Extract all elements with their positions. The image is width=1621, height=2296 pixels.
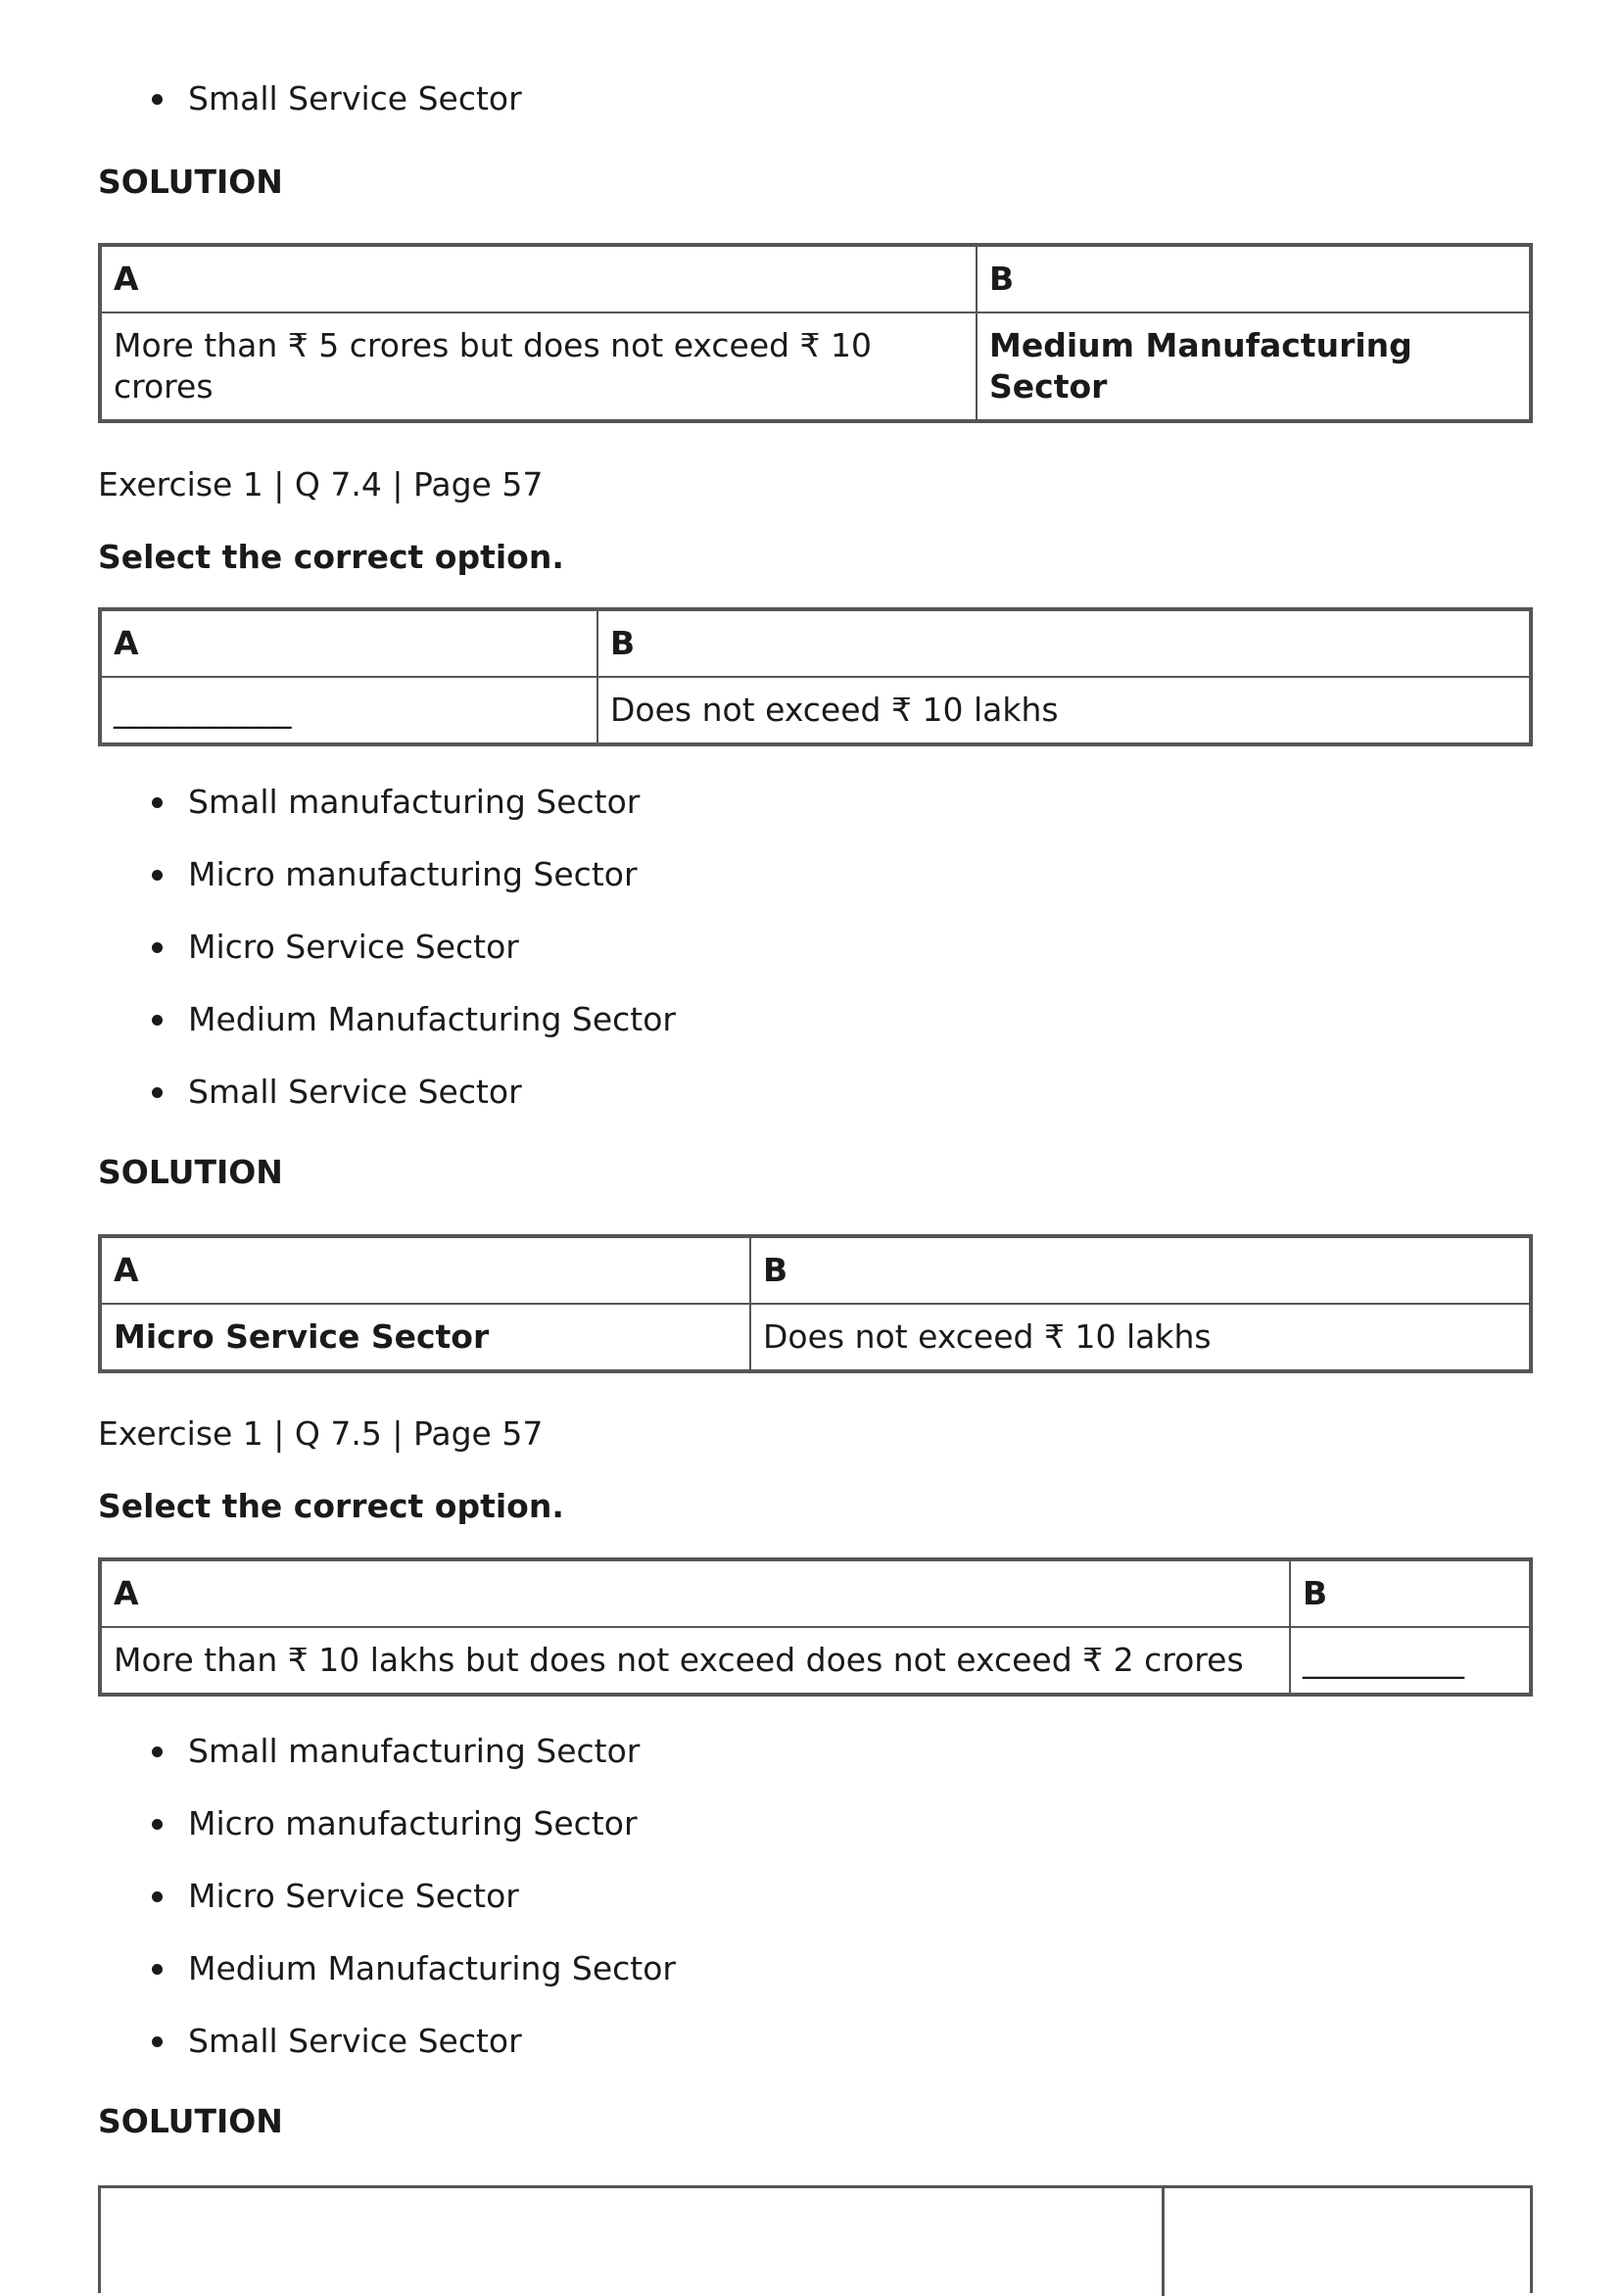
column-b-header: B: [977, 246, 1530, 312]
column-b-header: B: [597, 610, 1530, 677]
q75-options-list: [98, 1731, 676, 2093]
option-item: Small manufacturing Sector: [98, 1731, 676, 1803]
column-a-header: A: [101, 246, 977, 312]
table-header-row: [101, 246, 1530, 312]
column-b-header: B: [750, 1237, 1530, 1304]
cell-a: More than ₹ 5 crores but does not exceed ₹ 10 crores: [101, 312, 977, 420]
option-item: Micro manufacturing Sector: [98, 854, 676, 927]
q73-solution-table: [98, 243, 1533, 423]
table-row: [101, 677, 1530, 743]
option-item: Micro Service Sector: [98, 927, 676, 999]
option-item: Medium Manufacturing Sector: [98, 1948, 676, 2021]
option-item: Small manufacturing Sector: [98, 782, 676, 854]
cell-b: Does not exceed ₹ 10 lakhs: [750, 1304, 1530, 1370]
q74-question-table: [98, 607, 1533, 746]
column-a-header: A: [101, 610, 597, 677]
option-item: Small Service Sector: [98, 1072, 676, 1144]
cell-b: Does not exceed ₹ 10 lakhs: [597, 677, 1530, 743]
table-row: [101, 1304, 1530, 1370]
blank-cell: ___________: [101, 677, 597, 743]
column-b-header: B: [1290, 1560, 1530, 1627]
option-item: Micro manufacturing Sector: [98, 1803, 676, 1876]
q75-question-table: [98, 1557, 1533, 1697]
table-row: [101, 312, 1530, 420]
q75-solution-table-partial: [98, 2185, 1533, 2293]
table-header-row: [101, 1560, 1530, 1627]
cell-b: Medium Manufacturing Sector: [977, 312, 1530, 420]
q74-solution-table: [98, 1234, 1533, 1373]
blank-cell: __________: [1290, 1627, 1530, 1694]
column-divider: [1162, 2188, 1165, 2296]
column-a-header: A: [101, 1560, 1290, 1627]
q74-options-list: [98, 782, 676, 1144]
question-instruction: Select the correct option.: [98, 1487, 564, 1525]
column-a-header: A: [101, 1237, 750, 1304]
solution-heading: SOLUTION: [98, 1153, 283, 1191]
option-item: Small Service Sector: [98, 78, 522, 151]
prev-options-list: [98, 78, 522, 151]
table-header-row: [101, 610, 1530, 677]
cell-a: More than ₹ 10 lakhs but does not exceed does not exceed ₹ 2 crores: [101, 1627, 1290, 1694]
option-item: Small Service Sector: [98, 2021, 676, 2093]
table-header-row: [101, 1237, 1530, 1304]
solution-heading: SOLUTION: [98, 163, 283, 201]
solution-heading: SOLUTION: [98, 2102, 283, 2140]
option-item: Micro Service Sector: [98, 1876, 676, 1948]
exercise-label: Exercise 1 | Q 7.4 | Page 57: [98, 465, 544, 503]
table-row: [101, 1627, 1530, 1694]
option-item: Medium Manufacturing Sector: [98, 999, 676, 1072]
question-instruction: Select the correct option.: [98, 538, 564, 576]
cell-a: Micro Service Sector: [101, 1304, 750, 1370]
exercise-label: Exercise 1 | Q 7.5 | Page 57: [98, 1414, 544, 1453]
